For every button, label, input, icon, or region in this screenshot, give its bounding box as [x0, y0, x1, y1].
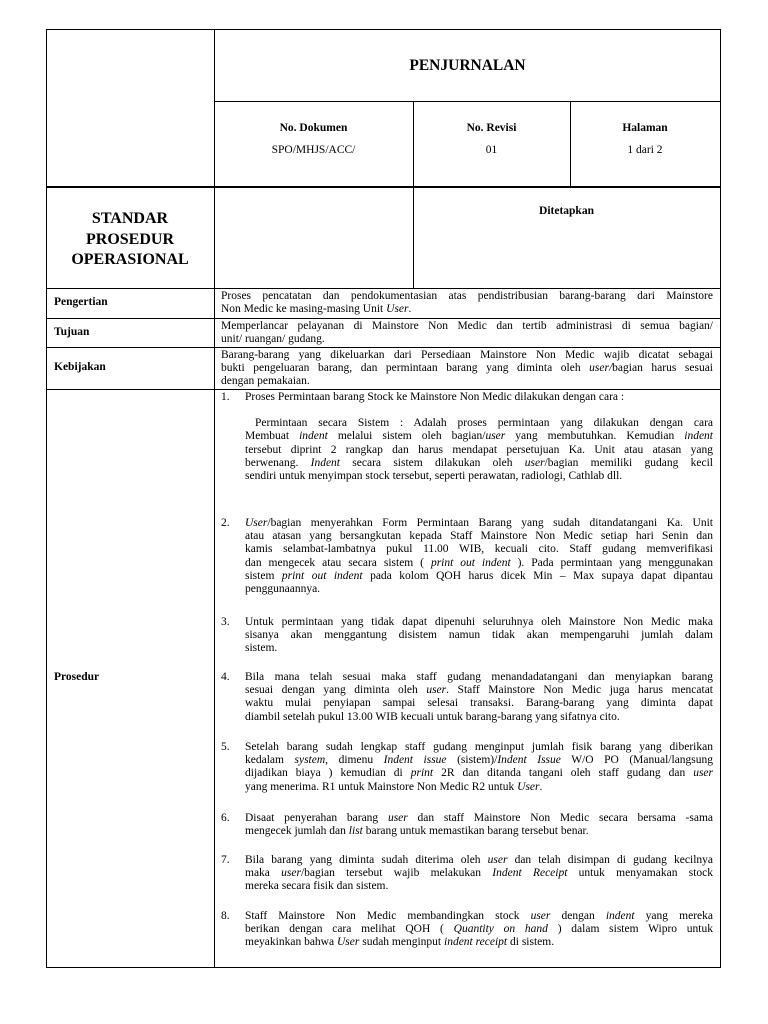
- item-2-line4: dan mengecek atau secara sistem ( print out indent ). Pada permintaan yang menggunakan: [245, 556, 713, 569]
- item-1-sub-line4: berwenang. Indent secara sistem dilakukan oleh user/bagian memiliki gudang kecil: [245, 456, 713, 469]
- item-2-line1: User/bagian menyerahkan Form Permintaan Barang yang sudah ditandatangani Ka. Unit: [245, 517, 713, 529]
- table-border-top: [46, 29, 721, 30]
- item-7-line3: mereka secara fisik dan sistem.: [245, 880, 389, 893]
- sop-heading-line3: OPERASIONAL: [71, 251, 189, 268]
- no-revisi-value: 01: [485, 144, 498, 156]
- no-revisi-label: No. Revisi: [466, 122, 517, 134]
- item-8-line3: meyakinkan bahwa User sudah menginput indent receipt di sistem.: [245, 936, 555, 949]
- pengertian-line1: Proses pencatatan dan pendokumentasian atas pendistribusian barang-barang dari Mainstore: [221, 290, 713, 302]
- col-divider-main: [214, 29, 215, 968]
- kebijakan-text: [221, 349, 713, 388]
- prosedur-item-8: [221, 910, 713, 950]
- item-2-line5: sistem print out indent pada kolom QOH harus dicek Min – Max supaya dapat dipantau: [245, 569, 714, 582]
- header-section-divider: [46, 186, 721, 188]
- tujuan-line2: unit/ ruangan/ gudang.: [221, 333, 325, 345]
- item-3-line2: sisanya akan menggantung disistem namun tidak akan mempengaruhi jumlah dalam: [245, 629, 713, 642]
- kebijakan-line2: bukti pengeluaran barang, dan permintaan barang yang diminta oleh user/bagian harus sesuai: [221, 362, 714, 374]
- table-border-right: [720, 29, 721, 968]
- item-number: 5.: [221, 741, 230, 753]
- document-title: PENJURNALAN: [409, 57, 526, 74]
- item-4-line3: waktu mulai penyiapan sampai selesai transaksi. Barang-barang yang diminta dapat: [245, 697, 713, 710]
- tujuan-line1: Memperlancar pelayanan di Mainstore Non Medic dan tertib administrasi di semua bagian/: [221, 320, 713, 332]
- item-number: 1.: [221, 391, 230, 403]
- tujuan-text: [221, 320, 713, 346]
- prosedur-item-2: [221, 517, 713, 596]
- item-8-line1: Staff Mainstore Non Medic membandingkan stock user dengan indent yang mereka: [245, 910, 713, 922]
- pengertian-label: Pengertian: [54, 296, 108, 308]
- prosedur-item-6: [221, 812, 713, 838]
- prosedur-item-5: [221, 741, 713, 794]
- title-row-divider: [214, 101, 721, 102]
- item-number: 6.: [221, 812, 230, 824]
- pengertian-line2: Non Medic ke masing-masing Unit User.: [221, 303, 412, 315]
- item-8-line2: berikan dengan cara melihat QOH ( Quantity on hand ) dalam sistem Wipro untuk: [245, 923, 713, 936]
- sop-heading-line2: PROSEDUR: [85, 230, 174, 248]
- sop-heading: [46, 209, 214, 271]
- prosedur-item-4: [221, 671, 713, 724]
- kebijakan-row-divider: [46, 389, 721, 390]
- item-4-line1: Bila mana telah sesuai maka staff gudang menandadatangani dan menyiapkan barang: [245, 671, 713, 683]
- item-number: 8.: [221, 910, 230, 922]
- item-number: 2.: [221, 517, 230, 529]
- pengertian-text: [221, 290, 713, 316]
- prosedur-label: Prosedur: [54, 671, 100, 683]
- sop-heading-line1: STANDAR: [91, 210, 169, 227]
- item-2-line3: kamis selambat-lambatnya pukul 11.00 WIB, kecuali cito. Staff gudang memverifikasi: [245, 543, 713, 556]
- pengertian-row-divider: [46, 318, 721, 319]
- item-3-line3: sistem.: [245, 642, 278, 655]
- item-4-line2: sesuai dengan yang diminta oleh user. Staff Mainstore Non Medic juga harus mencatat: [245, 684, 713, 697]
- item-5-line3: dijadikan biaya ) kemudian di print 2R dan ditanda tangani oleh staff gudang dan user: [245, 767, 713, 780]
- item-7-line1: Bila barang yang diminta sudah diterima oleh user dan telah disimpan di gudang kecilnya: [245, 854, 713, 866]
- item-1-line1: Proses Permintaan barang Stock ke Mainstore Non Medic dilakukan dengan cara :: [245, 391, 625, 403]
- item-number: 3.: [221, 616, 230, 628]
- item-5-line2: kedalam system, dimenu Indent issue (sistem)/Indent Issue W/O PO (Manual/langsung: [245, 754, 714, 767]
- item-6-line2: mengecek jumlah dan list barang untuk memastikan barang tersebut benar.: [245, 825, 589, 838]
- no-dokumen-label: No. Dokumen: [279, 122, 348, 134]
- tujuan-label: Tujuan: [54, 326, 90, 338]
- item-5-line1: Setelah barang sudah lengkap staff gudang menginput jumlah fisik barang yang diberikan: [245, 741, 713, 753]
- item-3-line1: Untuk permintaan yang tidak dapat dipenuhi seluruhnya oleh Mainstore Non Medic maka: [245, 616, 713, 628]
- item-1-sub-line5: sendiri untuk menyimpan stock tersebut, seperti perawatan, radiologi, Cathlab dll.: [245, 470, 623, 483]
- kebijakan-line3: dengan pemakaian.: [221, 375, 310, 387]
- prosedur-item-1: [221, 391, 713, 483]
- sop-row-divider: [46, 288, 721, 289]
- tujuan-row-divider: [46, 347, 721, 348]
- item-1-sub-line2: Membuat indent melalui sistem oleh bagian/user yang membutuhkan. Kemudian indent: [245, 430, 713, 443]
- halaman-label: Halaman: [622, 122, 668, 134]
- item-4-line4: diambil setelah pukul 13.00 WIB kecuali untuk barang-barang yang sifatnya cito.: [245, 710, 620, 723]
- item-5-line4: yang menerima. R1 untuk Mainstore Non Medic R2 untuk User.: [245, 780, 543, 793]
- table-border-bottom: [46, 967, 721, 968]
- item-7-line2: maka user/bagian tersebut wajib melakukan Indent Receipt untuk menyamakan stock: [245, 867, 713, 880]
- item-6-line1: Disaat penyerahan barang user dan staff Mainstore Non Medic secara bersama -sama: [245, 812, 713, 824]
- prosedur-item-3: [221, 616, 713, 656]
- kebijakan-line1: Barang-barang yang dikeluarkan dari Persediaan Mainstore Non Medic wajib dicatat sebagai: [221, 349, 713, 361]
- item-2-line2: atau atasan yang bersangkutan kepada Staff Mainstore Non Medic setiap hari Senin dan: [245, 530, 713, 543]
- ditetapkan-label: Ditetapkan: [539, 205, 594, 217]
- item-2-line6: penggunaannya.: [245, 583, 321, 596]
- kebijakan-label: Kebijakan: [54, 361, 106, 373]
- prosedur-item-7: [221, 854, 713, 894]
- halaman-value: 1 dari 2: [627, 144, 663, 156]
- no-dokumen-value: SPO/MHJS/ACC/: [271, 144, 356, 156]
- item-number: 4.: [221, 671, 230, 683]
- table-border-left: [46, 29, 47, 968]
- item-1-sub-line3: tersebut diprint 2 rangkap dan harus mendapat persetujuan Ka. Unit atau atasan yang: [245, 443, 713, 456]
- item-number: 7.: [221, 854, 230, 866]
- item-1-sub-line1: Permintaan secara Sistem : Adalah proses permintaan yang dilakukan dengan cara: [255, 417, 713, 430]
